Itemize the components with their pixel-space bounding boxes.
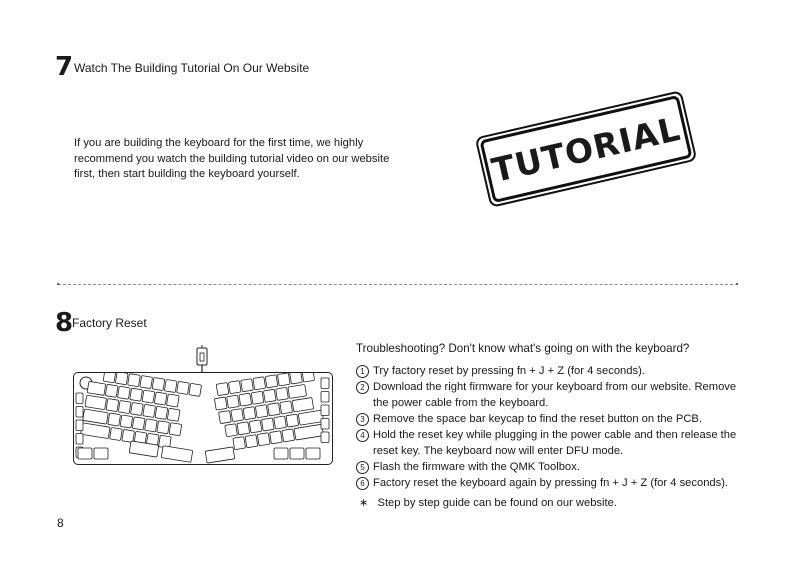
keycap	[290, 373, 303, 384]
note-text: Step by step guide can be found on our website.	[377, 497, 617, 509]
keycap	[106, 399, 119, 412]
keycap	[145, 419, 158, 432]
step-marker: 3	[356, 413, 369, 426]
keycap	[227, 395, 240, 408]
step-text: Remove the space bar keycap to find the reset button on the PCB.	[373, 413, 702, 425]
step-text: Factory reset the keyboard again by pressing fn + J + Z (for 4 seconds).	[373, 477, 729, 489]
keycap	[167, 408, 180, 421]
keycap	[76, 407, 83, 418]
tutorial-stamp	[475, 90, 698, 208]
section-8-number: 8	[55, 308, 74, 338]
keycap	[110, 427, 123, 440]
step-marker: 6	[356, 477, 369, 490]
keycap	[288, 384, 307, 398]
keycap	[132, 417, 145, 430]
keycap	[237, 422, 250, 435]
keycap	[216, 383, 229, 396]
keycap	[280, 401, 293, 414]
keycap	[219, 411, 232, 424]
keycap	[265, 375, 278, 388]
keycap	[131, 402, 144, 415]
divider-dot-left	[57, 283, 59, 285]
keycap	[155, 406, 168, 419]
keycap	[115, 373, 128, 385]
keycap	[245, 435, 258, 448]
keycap	[274, 416, 287, 429]
step-text: Try factory reset by pressing fn + J + Z (for 4 seconds).	[373, 365, 645, 377]
keycap	[321, 378, 329, 389]
keycap	[76, 393, 83, 404]
keycap	[177, 381, 190, 394]
keycap	[103, 373, 116, 383]
keycap	[249, 420, 262, 433]
step-marker: 1	[356, 365, 369, 378]
keycap	[152, 377, 165, 390]
keycap	[143, 404, 156, 417]
usb-cable-icon	[196, 345, 208, 373]
divider-dot-right	[736, 283, 738, 285]
keycap	[270, 431, 283, 444]
keycap	[286, 414, 299, 427]
keycap	[253, 377, 266, 390]
keycap	[274, 448, 288, 459]
keycap	[140, 376, 153, 389]
keycap	[122, 429, 135, 442]
section-8-title: Factory Reset	[72, 316, 147, 330]
keycap	[231, 409, 244, 422]
keycap	[282, 429, 295, 442]
keycap	[205, 447, 235, 463]
keycap	[321, 392, 329, 403]
step-marker: 4	[356, 429, 369, 442]
keycap	[321, 419, 329, 430]
keycap	[302, 373, 315, 382]
keycap	[154, 392, 167, 405]
keycap	[241, 379, 254, 392]
keycap	[294, 424, 323, 440]
keycap	[251, 391, 264, 404]
keycap	[105, 384, 118, 397]
keyboard-keys	[74, 373, 332, 464]
step-item	[356, 379, 746, 411]
alice-layout-keyboard-icon	[73, 372, 333, 465]
keycap	[298, 410, 324, 425]
reset-steps-list	[356, 363, 746, 491]
keycap	[225, 424, 238, 437]
keycap	[161, 446, 193, 463]
stamp-text: TUTORIAL	[487, 108, 684, 190]
keycap	[228, 381, 241, 394]
keycap	[263, 389, 276, 402]
troubleshooting-title: Troubleshooting? Don't know what's going on with the keyboard?	[356, 342, 690, 355]
step-text: Flash the firmware with the QMK Toolbox.	[373, 461, 580, 473]
keycap	[306, 448, 320, 459]
keycap	[76, 434, 83, 445]
keycap	[169, 423, 182, 436]
page-number: 8	[57, 516, 64, 530]
step-item	[356, 459, 746, 475]
keycap	[164, 379, 177, 392]
keycap	[87, 381, 106, 395]
keycap	[321, 405, 329, 416]
keycap	[76, 420, 83, 431]
keycap	[167, 394, 180, 407]
step-marker: 5	[356, 461, 369, 474]
step-item	[356, 363, 746, 379]
keycap	[189, 383, 202, 396]
section-divider	[58, 284, 738, 285]
keycap	[81, 423, 110, 439]
step-marker: 2	[356, 381, 369, 394]
step-text: Hold the reset key while plugging in the power cable and then release the reset key. The keyboard now will enter DFU mode.	[373, 429, 737, 457]
keycap	[261, 418, 274, 431]
step-text: Download the right firmware for your keyboard from our website. Remove the power cable from the keyboard.	[373, 381, 737, 409]
keycap	[120, 415, 133, 428]
keycap	[94, 448, 108, 459]
keycap	[277, 373, 290, 386]
keycap	[118, 400, 131, 413]
keycap	[290, 448, 304, 459]
section-7-body: If you are building the keyboard for the first time, we highly recommend you watch the building tutorial video on our website first, then start building the keyboard yourself.	[74, 137, 390, 180]
keycap	[130, 388, 143, 401]
keycap	[233, 437, 246, 450]
keycap	[239, 393, 252, 406]
section-7-number: 7	[55, 52, 74, 82]
keycap	[292, 397, 314, 411]
keycap	[255, 405, 268, 418]
keycap	[214, 397, 227, 410]
keycap	[276, 387, 289, 400]
keycap	[157, 421, 170, 434]
step-item	[356, 475, 746, 491]
keycap	[108, 413, 121, 426]
keycap	[83, 409, 109, 424]
keycap	[118, 386, 131, 399]
keycap	[243, 407, 256, 420]
website-note	[359, 496, 617, 510]
keycap	[128, 374, 141, 387]
keycap	[257, 433, 270, 446]
step-item	[356, 411, 746, 427]
keycap	[142, 390, 155, 403]
note-asterisk-icon: ∗	[359, 497, 369, 509]
keycap	[85, 395, 107, 409]
keycap	[268, 403, 281, 416]
step-item	[356, 427, 746, 459]
keycap	[321, 432, 329, 443]
section-7-title: Watch The Building Tutorial On Our Website	[74, 61, 310, 75]
keycap	[78, 448, 92, 459]
